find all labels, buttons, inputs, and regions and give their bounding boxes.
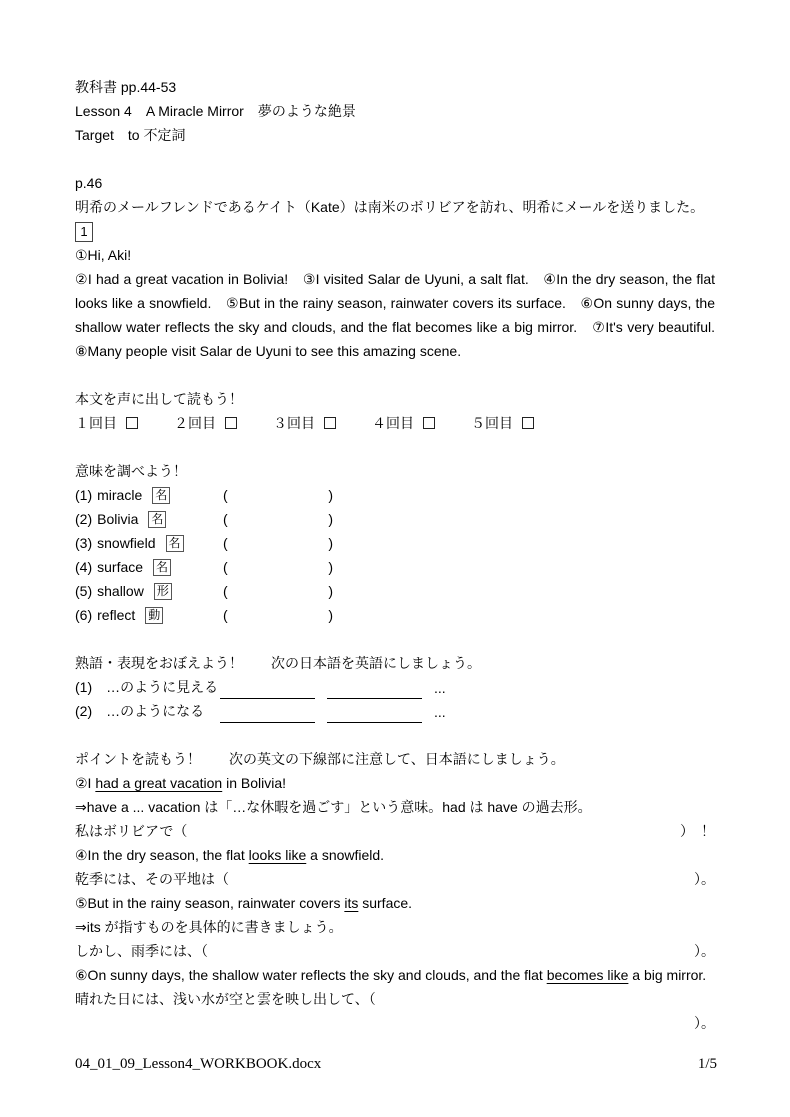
- vocab-answer-blank: [223, 603, 333, 627]
- attempt-checkbox[interactable]: [423, 417, 435, 429]
- point-answer-line: [75, 939, 715, 963]
- attempt-checkbox[interactable]: [522, 417, 534, 429]
- attempt-label: ２回目: [174, 415, 216, 431]
- page-content: [75, 75, 729, 1035]
- answer-blank: [220, 680, 315, 699]
- vocab-number: (2): [75, 511, 93, 527]
- idioms-heading: 熟語・表現をおぼえよう！: [75, 655, 243, 671]
- vocab-word: snowfield: [97, 535, 156, 551]
- vocab-row: [75, 507, 715, 531]
- point-answer-close-line: [75, 1011, 715, 1035]
- idioms-instruction: 次の日本語を英語にしましょう。: [271, 655, 481, 671]
- idiom-japanese: …のようになる: [106, 703, 205, 719]
- points-heading-line: [75, 747, 715, 771]
- vocab-number: (5): [75, 583, 93, 599]
- read-aloud-heading: 本文を声に出して読もう！: [75, 391, 243, 407]
- idioms-heading-line: [75, 651, 715, 675]
- idiom-answer-blanks: [220, 675, 446, 699]
- attempt-label: ４回目: [372, 415, 414, 431]
- part-of-speech-badge: 名: [153, 559, 171, 576]
- attempt-label: ３回目: [273, 415, 315, 431]
- open-paren: (: [223, 535, 228, 551]
- vocab-row: [75, 603, 715, 627]
- lesson-title: Lesson 4 A Miracle Mirror 夢のような絶景: [75, 103, 356, 119]
- answer-open: しかし、雨季には、（: [75, 943, 208, 959]
- point-note: ⇒its が指すものを具体的に書きましょう。: [75, 919, 343, 935]
- open-paren: (: [223, 559, 228, 575]
- answer-close: ）。: [694, 871, 715, 887]
- answer-open: 晴れた日には、浅い水が空と雲を映し出して、（: [75, 991, 376, 1007]
- sentence-prefix: ②I: [75, 775, 96, 791]
- read-aloud-attempt: [174, 411, 237, 435]
- vocab-row: [75, 555, 715, 579]
- textbook-reference: 教科書 pp.44-53: [75, 79, 177, 95]
- attempt-label: ５回目: [471, 415, 513, 431]
- vocab-number: (3): [75, 535, 93, 551]
- answer-open: 私はボリビアで（: [75, 823, 188, 839]
- read-aloud-attempt: [75, 411, 138, 435]
- answer-close: ）。: [694, 1015, 715, 1031]
- attempt-label: １回目: [75, 415, 117, 431]
- vocab-answer-blank: [223, 531, 333, 555]
- underlined-phrase: looks like: [248, 847, 307, 863]
- vocab-word: reflect: [97, 607, 136, 623]
- part-of-speech-badge: 名: [148, 511, 166, 528]
- sentence-prefix: ⑥On sunny days, the shallow water reflects the sky and clouds, and the flat: [75, 967, 547, 983]
- footer-filename: 04_01_09_Lesson4_WORKBOOK.docx: [75, 1056, 322, 1072]
- sentence-prefix: ④In the dry season, the flat: [75, 847, 249, 863]
- point-answer-line: [75, 987, 715, 1011]
- idiom-answer-blanks: [220, 699, 446, 723]
- part-of-speech-badge: 形: [154, 583, 172, 600]
- point-answer-line: [75, 819, 715, 843]
- vocab-number: (4): [75, 559, 93, 575]
- vocab-row: [75, 579, 715, 603]
- close-paren: ): [328, 487, 333, 503]
- close-paren: ): [328, 607, 333, 623]
- section-number-line: [75, 219, 715, 243]
- idiom-number: (2): [75, 703, 93, 719]
- answer-blank: [220, 704, 315, 723]
- read-aloud-attempt: [471, 411, 534, 435]
- point-sentence: [75, 771, 715, 795]
- open-paren: (: [223, 607, 228, 623]
- part-of-speech-badge: 名: [166, 535, 184, 552]
- ellipsis: ...: [434, 680, 446, 696]
- answer-blank: [327, 704, 422, 723]
- points-heading: ポイントを読もう！: [75, 751, 201, 767]
- vocab-answer-blank: [223, 507, 333, 531]
- attempt-checkbox[interactable]: [126, 417, 138, 429]
- close-paren: ): [328, 511, 333, 527]
- vocab-word: miracle: [97, 487, 143, 503]
- vocab-answer-blank: [223, 579, 333, 603]
- grammar-target: Target to 不定詞: [75, 127, 186, 143]
- answer-open: 乾季には、その平地は（: [75, 871, 229, 887]
- open-paren: (: [223, 511, 228, 527]
- vocab-heading: 意味を調べよう！: [75, 463, 187, 479]
- page-footer: [75, 1053, 717, 1075]
- close-paren: ): [328, 559, 333, 575]
- underlined-phrase: had a great vacation: [95, 775, 223, 791]
- sentence-suffix: surface.: [358, 895, 413, 911]
- idiom-row: [75, 675, 715, 699]
- sentence-suffix: a snowfield.: [306, 847, 385, 863]
- read-aloud-attempt: [372, 411, 435, 435]
- point-answer-line: [75, 867, 715, 891]
- vocab-number: (1): [75, 487, 93, 503]
- vocab-word: Bolivia: [97, 511, 139, 527]
- close-paren: ): [328, 583, 333, 599]
- vocab-word: shallow: [97, 583, 144, 599]
- ellipsis: ...: [434, 704, 446, 720]
- point-sentence: [75, 843, 715, 867]
- close-paren: ): [328, 535, 333, 551]
- passage-body: ②I had a great vacation in Bolivia! ③I visited Salar de Uyuni, a salt flat. ④In the dry season, the flat looks like a snowfield. ⑤But in the rainy season, rainwater covers its surface. ⑥On sunny days, the shallow water reflects the sky and clouds, and the flat becomes like a big mirror. ⑦It's very beautiful. ⑧Many people visit Salar de Uyuni to see this amazing scene.: [75, 271, 729, 359]
- points-instruction: 次の英文の下線部に注意して、日本語にしましょう。: [229, 751, 565, 767]
- open-paren: (: [223, 487, 228, 503]
- attempt-checkbox[interactable]: [225, 417, 237, 429]
- point-sentence: [75, 891, 715, 915]
- read-aloud-checklist: [75, 411, 715, 435]
- point-sentence: [75, 963, 715, 987]
- idiom-row: [75, 699, 715, 723]
- sentence-suffix: in Bolivia!: [222, 775, 287, 791]
- underlined-phrase: becomes like: [546, 967, 629, 983]
- sentence-suffix: a big mirror.: [628, 967, 707, 983]
- passage-greeting: ①Hi, Aki!: [75, 247, 132, 263]
- idiom-japanese: …のように見える: [106, 679, 219, 695]
- point-note: ⇒have a ... vacation は「…な休暇を過ごす」という意味。had は have の過去形。: [75, 799, 592, 815]
- answer-blank: [327, 680, 422, 699]
- sentence-prefix: ⑤But in the rainy season, rainwater covers: [75, 895, 345, 911]
- open-paren: (: [223, 583, 228, 599]
- vocab-word: surface: [97, 559, 144, 575]
- vocab-number: (6): [75, 607, 93, 623]
- footer-page-indicator: 1/5: [697, 1056, 717, 1072]
- section-number-box: 1: [75, 222, 93, 242]
- part-of-speech-badge: 動: [145, 607, 163, 624]
- answer-close: ）。: [694, 943, 715, 959]
- part-of-speech-badge: 名: [152, 487, 170, 504]
- page-reference: p.46: [75, 175, 103, 191]
- underlined-phrase: its: [344, 895, 359, 911]
- attempt-checkbox[interactable]: [324, 417, 336, 429]
- answer-close: ） ！: [680, 823, 715, 839]
- vocab-row: [75, 483, 715, 507]
- idiom-number: (1): [75, 679, 93, 695]
- vocab-row: [75, 531, 715, 555]
- intro-description: 明希のメールフレンドであるケイト（Kate）は南米のボリビアを訪れ、明希にメールを送りました。: [75, 199, 705, 215]
- vocab-answer-blank: [223, 555, 333, 579]
- vocab-answer-blank: [223, 483, 333, 507]
- read-aloud-attempt: [273, 411, 336, 435]
